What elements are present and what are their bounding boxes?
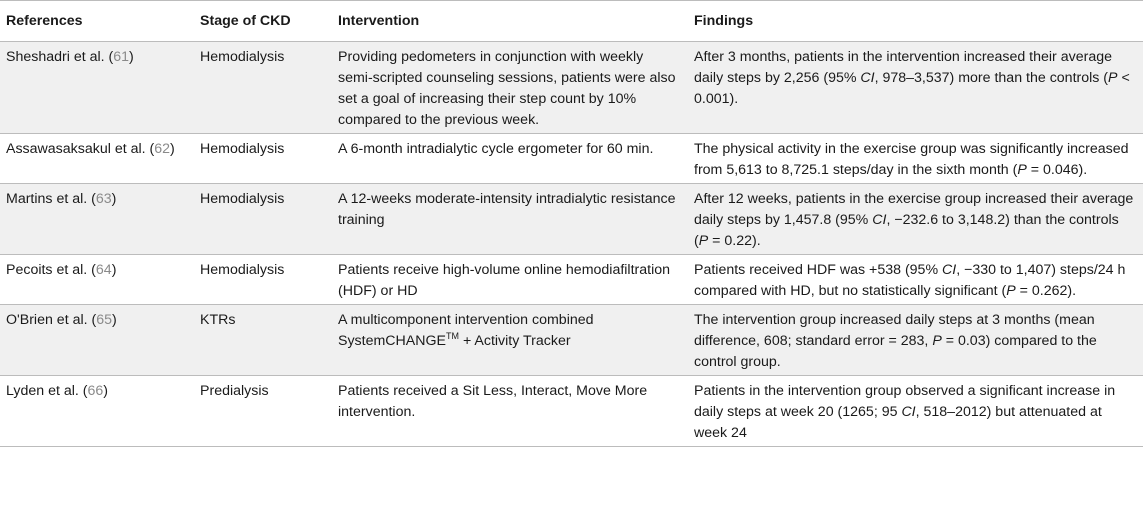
findings-text: , 978–3,537) more than the controls ( — [874, 70, 1109, 86]
findings-text: Patients received HDF was +538 (95% — [694, 262, 943, 278]
findings-cell — [688, 305, 1143, 376]
reference-author: Lyden et al. ( — [6, 383, 88, 399]
findings-italic: P — [698, 233, 709, 249]
reference-close: ) — [112, 312, 117, 328]
findings-italic: P — [1108, 70, 1118, 86]
table-row — [0, 376, 1143, 447]
table-row — [0, 305, 1143, 376]
table-row — [0, 255, 1143, 305]
reference-close: ) — [129, 49, 134, 65]
findings-italic: CI — [942, 262, 957, 278]
findings-text: The physical activity in the exercise group was significantly increased from 5,613 to 8,725.1 steps/day in the sixth month ( — [694, 141, 1129, 178]
stage-cell: Hemodialysis — [194, 184, 332, 255]
findings-cell — [688, 134, 1143, 184]
findings-cell — [688, 42, 1143, 134]
findings-italic: P — [1017, 162, 1027, 178]
trademark-superscript: TM — [446, 331, 459, 341]
intervention-text: + Activity Tracker — [459, 333, 571, 349]
intervention-text: A multicomponent intervention combined SystemCHANGE — [338, 312, 594, 349]
reference-close: ) — [170, 141, 175, 157]
findings-text: = 0.262). — [1015, 283, 1077, 299]
findings-text: = 0.046). — [1026, 162, 1088, 178]
findings-text: = 0.03) compared to the control group. — [694, 333, 1097, 370]
intervention-cell: A 12-weeks moderate-intensity intradialytic resistance training — [332, 184, 688, 255]
reference-link[interactable]: 63 — [95, 191, 112, 207]
reference-close: ) — [103, 383, 109, 399]
findings-italic: P — [1006, 283, 1016, 299]
findings-italic: CI — [872, 212, 887, 228]
findings-italic: CI — [901, 404, 916, 420]
header-references: References — [0, 1, 194, 42]
stage-cell: Hemodialysis — [194, 255, 332, 305]
reference-link[interactable]: 61 — [113, 49, 130, 65]
stage-cell: Hemodialysis — [194, 42, 332, 134]
reference-cell — [0, 134, 194, 184]
findings-italic: CI — [860, 70, 875, 86]
reference-author: Assawasaksakul et al. ( — [6, 141, 155, 157]
reference-cell — [0, 255, 194, 305]
reference-cell — [0, 184, 194, 255]
intervention-cell: Patients received a Sit Less, Interact, Move More intervention. — [332, 376, 688, 447]
stage-cell: Hemodialysis — [194, 134, 332, 184]
findings-text: After 12 weeks, patients in the exercise group increased their average daily steps by 1,457.8 (95% — [694, 191, 1134, 228]
table-row — [0, 42, 1143, 134]
header-findings: Findings — [688, 1, 1143, 42]
intervention-cell — [332, 305, 688, 376]
reference-cell — [0, 376, 194, 447]
reference-author: Sheshadri et al. ( — [6, 49, 114, 65]
findings-text: After 3 months, patients in the intervention increased their average daily steps by 2,256 (95% — [694, 49, 1112, 86]
table-row — [0, 184, 1143, 255]
findings-cell — [688, 255, 1143, 305]
reference-cell — [0, 305, 194, 376]
findings-text: , −232.6 to 3,148.2) than the controls ( — [694, 212, 1119, 249]
header-row — [0, 1, 1143, 42]
table-row — [0, 134, 1143, 184]
findings-text: , 518–2012) but attenuated at week 24 — [694, 404, 1102, 441]
intervention-cell: Patients receive high-volume online hemodiafiltration (HDF) or HD — [332, 255, 688, 305]
reference-link[interactable]: 64 — [95, 262, 112, 278]
findings-text: < 0.001). — [694, 70, 1130, 107]
findings-cell — [688, 376, 1143, 447]
findings-text: Patients in the intervention group observed a significant increase in daily steps at week 20 (1265; 95 — [694, 383, 1116, 420]
intervention-cell: A 6-month intradialytic cycle ergometer for 60 min. — [332, 134, 688, 184]
reference-link[interactable]: 65 — [96, 312, 113, 328]
reference-author: Martins et al. ( — [6, 191, 96, 207]
findings-text: The intervention group increased daily steps at 3 months (mean difference, 608; standard error = 283, — [694, 312, 1095, 349]
intervention-cell: Providing pedometers in conjunction with weekly semi-scripted counseling sessions, patients were also set a goal of increasing their step count by 10% compared to the previous week. — [332, 42, 688, 134]
reference-link[interactable]: 66 — [87, 383, 104, 399]
reference-close: ) — [111, 191, 117, 207]
reference-close: ) — [111, 262, 117, 278]
findings-text: , −330 to 1,407) steps/24 h compared with HD, but no statistically significant ( — [694, 262, 1126, 299]
header-stage: Stage of CKD — [194, 1, 332, 42]
findings-text: = 0.22). — [708, 233, 761, 249]
findings-cell — [688, 184, 1143, 255]
reference-author: Pecoits et al. ( — [6, 262, 96, 278]
stage-cell: Predialysis — [194, 376, 332, 447]
stage-cell: KTRs — [194, 305, 332, 376]
reference-author: O'Brien et al. ( — [6, 312, 97, 328]
reference-cell — [0, 42, 194, 134]
reference-link[interactable]: 62 — [154, 141, 171, 157]
header-intervention: Intervention — [332, 1, 688, 42]
findings-italic: P — [932, 333, 942, 349]
